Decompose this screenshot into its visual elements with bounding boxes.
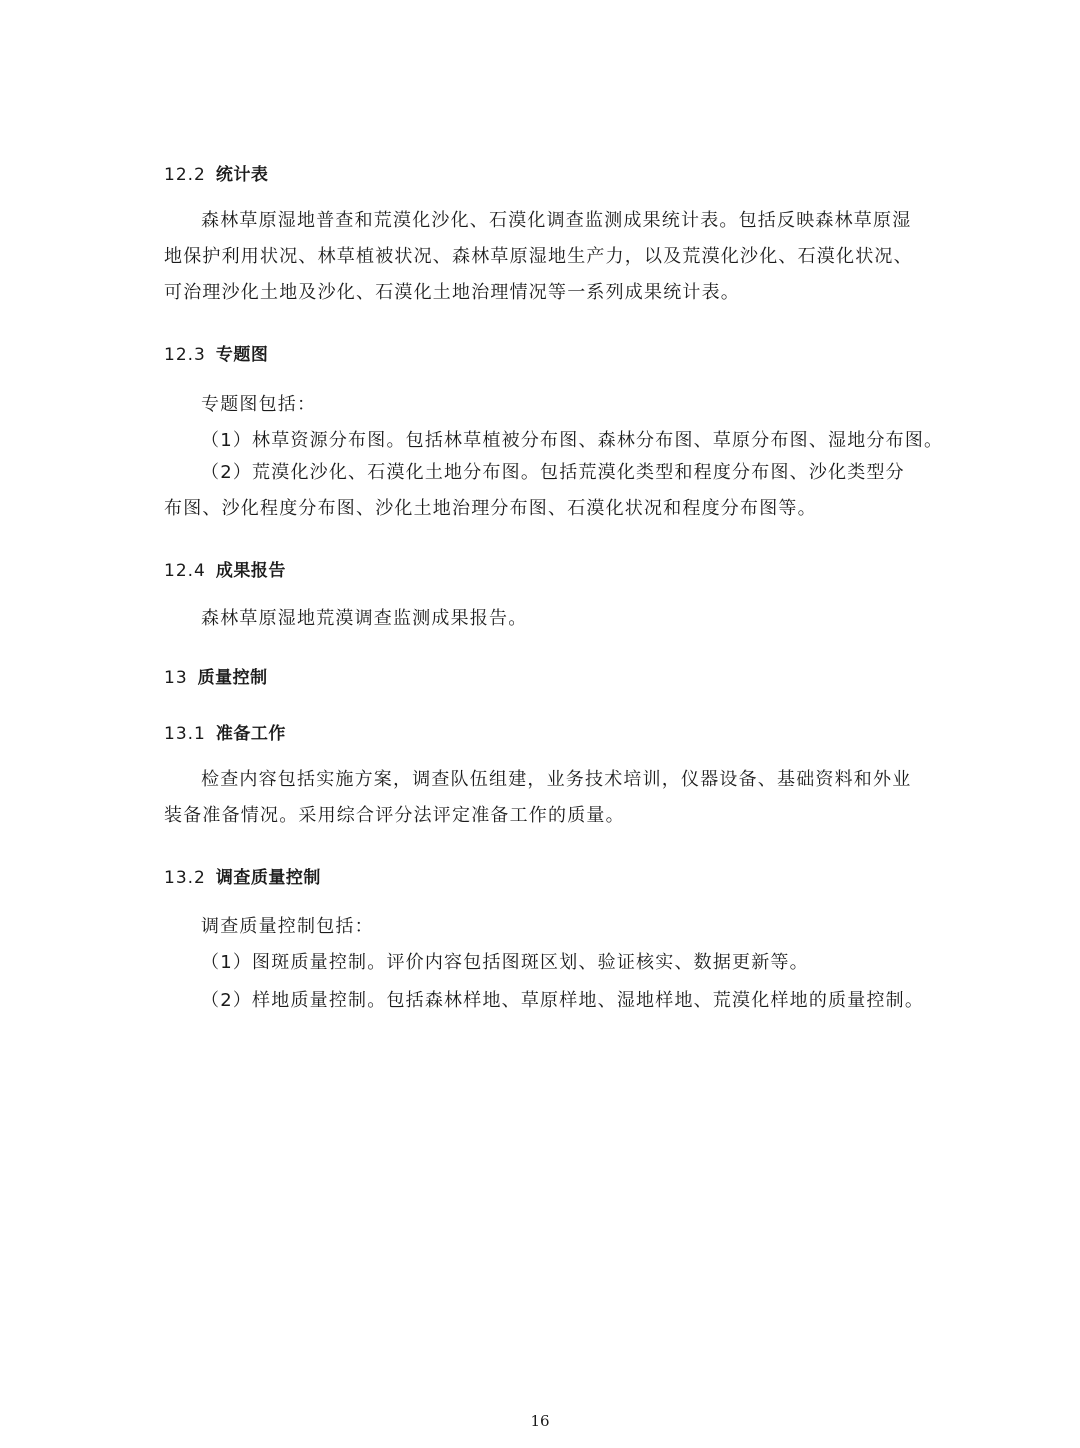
list-item-13-2-1: （1）图斑质量控制。评价内容包括图斑区划、验证核实、数据更新等。 <box>201 952 809 973</box>
section-number: 12.2 <box>164 165 206 185</box>
section-number: 13.1 <box>164 724 206 744</box>
section-body-12-4: 森林草原湿地荒漠调查监测成果报告。 <box>201 608 528 629</box>
section-number: 12.4 <box>164 561 206 581</box>
chapter-heading-13 <box>164 663 268 688</box>
section-intro-12-3: 专题图包括： <box>201 394 317 415</box>
section-heading-13-2 <box>164 863 321 888</box>
section-number: 12.3 <box>164 345 206 365</box>
section-title: 准备工作 <box>215 724 286 744</box>
section-heading-12-2 <box>164 160 268 185</box>
section-title: 调查质量控制 <box>215 868 321 888</box>
list-item-12-3-1: （1）林草资源分布图。包括林草植被分布图、森林分布图、草原分布图、湿地分布图。 <box>201 430 944 451</box>
section-title: 专题图 <box>215 345 269 365</box>
page-number: 16 <box>530 1412 550 1430</box>
section-heading-12-4 <box>164 556 286 581</box>
list-item-12-3-2: （2）荒漠化沙化、石漠化土地分布图。包括荒漠化类型和程度分布图、沙化类型分布图、沙化程度分布图、沙化土地治理分布图、石漠化状况和程度分布图等。 <box>164 462 905 519</box>
section-heading-13-1 <box>164 719 286 744</box>
section-title: 统计表 <box>215 165 269 185</box>
section-body-13-1: 检查内容包括实施方案，调查队伍组建，业务技术培训，仪器设备、基础资料和外业装备准备情况。采用综合评分法评定准备工作的质量。 <box>164 769 912 826</box>
section-number: 13 <box>164 668 188 688</box>
list-item-13-2-2: （2）样地质量控制。包括森林样地、草原样地、湿地样地、荒漠化样地的质量控制。 <box>201 990 925 1011</box>
section-title: 质量控制 <box>197 668 268 688</box>
section-body-12-2: 森林草原湿地普查和荒漠化沙化、石漠化调查监测成果统计表。包括反映森林草原湿地保护利用状况、林草植被状况、森林草原湿地生产力，以及荒漠化沙化、石漠化状况、可治理沙化土地及沙化、石漠化土地治理情况等一系列成果统计表。 <box>164 210 913 303</box>
section-number: 13.2 <box>164 868 206 888</box>
section-heading-12-3 <box>164 340 268 365</box>
section-intro-13-2: 调查质量控制包括： <box>201 916 374 937</box>
section-title: 成果报告 <box>215 561 286 581</box>
